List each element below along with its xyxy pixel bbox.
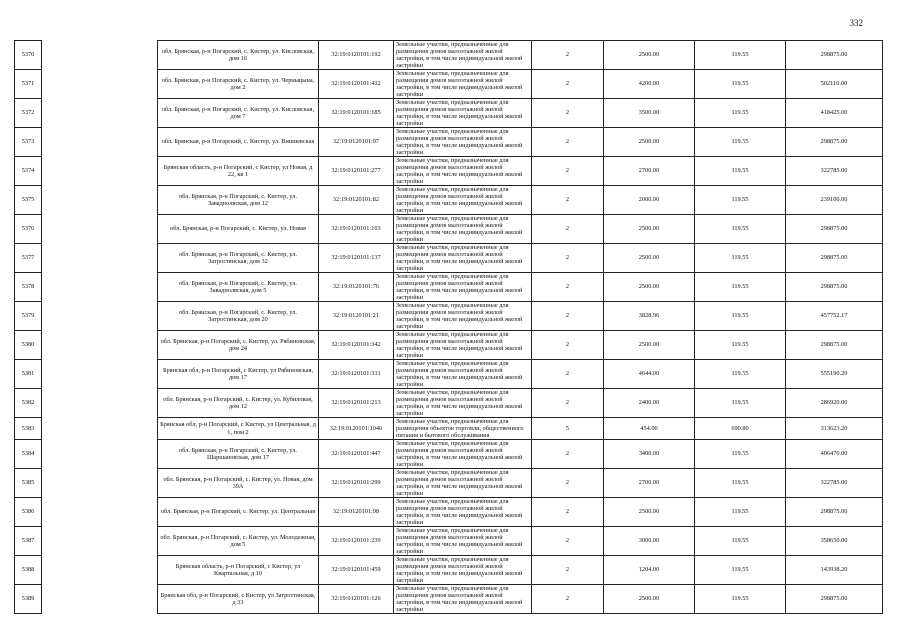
table-row [15,99,883,128]
spacer-cell [42,360,158,389]
area-cell: 2700.00 [604,157,695,186]
address-cell: обл. Брянская, р-н Погарский, с. Кистер, ул. Вишневская [158,128,319,157]
table-row [15,244,883,273]
record-number-cell: 5385 [15,469,42,498]
table-row [15,186,883,215]
land-use-cell: Земельные участки, предназначенные для размещения домов малоэтажной жилой застройки, в том числе индивидуальной жилой застройки [394,469,532,498]
unit-value-cell: 119.55 [695,99,786,128]
address-cell: Брянская обл, р-н Погарский, с Кистер, ул Затростянская, д 33 [158,585,319,614]
address-cell: Брянская обл, р-н Погарский, с Кистер, ул Рябиновская, дом 17 [158,360,319,389]
cadastral-value-cell: 313623.20 [786,418,883,440]
address-cell: обл. Брянская, р-н Погарский, с. Кистер, ул. Затростянская, дом 20 [158,302,319,331]
record-number-cell: 5384 [15,440,42,469]
area-cell: 2500.00 [604,585,695,614]
use-group-cell: 2 [532,498,604,527]
record-number-cell: 5376 [15,215,42,244]
cadastral-value-cell: 322785.00 [786,157,883,186]
record-number-cell: 5374 [15,157,42,186]
spacer-cell [42,418,158,440]
area-cell: 2700.00 [604,469,695,498]
use-group-cell: 2 [532,41,604,70]
cadastral-number-cell: 32:19:0120101:97 [319,128,394,157]
cadastral-number-cell: 32:19:0120101:192 [319,41,394,70]
land-use-cell: Земельные участки, предназначенные для размещения домов малоэтажной жилой застройки, в том числе индивидуальной жилой застройки [394,585,532,614]
spacer-cell [42,215,158,244]
land-use-cell: Земельные участки, предназначенные для размещения домов малоэтажной жилой застройки, в том числе индивидуальной жилой застройки [394,498,532,527]
record-number-cell: 5388 [15,556,42,585]
cadastral-value-cell: 298875.00 [786,498,883,527]
cadastral-number-cell: 32:19:0120101:185 [319,99,394,128]
cadastral-value-cell: 298875.00 [786,128,883,157]
record-number-cell: 5372 [15,99,42,128]
cadastral-value-cell: 298875.00 [786,215,883,244]
cadastral-value-cell: 418425.00 [786,99,883,128]
register-body [15,41,883,614]
area-cell: 2500.00 [604,215,695,244]
cadastral-value-cell: 298875.00 [786,585,883,614]
address-cell: обл. Брянская, р-н Погарский, с. Кистер, ул. Заваднолвская, дом 5 [158,273,319,302]
area-cell: 454.00 [604,418,695,440]
spacer-cell [42,99,158,128]
record-number-cell: 5387 [15,527,42,556]
address-cell: Брянская область, р-н Погарский, с Кистер, ул Новая, д 22, кв 1 [158,157,319,186]
cadastral-number-cell: 32:19:0120101:213 [319,389,394,418]
address-cell: обл. Брянская, р-н Погарский, с. Кистер, ул. Центральная [158,498,319,527]
table-row [15,360,883,389]
record-number-cell: 5380 [15,331,42,360]
area-cell: 1204.00 [604,556,695,585]
land-use-cell: Земельные участки, предназначенные для размещения домов малоэтажной жилой застройки, в том числе индивидуальной жилой застройки [394,556,532,585]
cadastral-number-cell: 32:19:0120101:239 [319,527,394,556]
area-cell: 2500.00 [604,244,695,273]
cadastral-number-cell: 32:19:0120101:126 [319,585,394,614]
unit-value-cell: 119.55 [695,498,786,527]
area-cell: 2500.00 [604,498,695,527]
cadastral-value-cell: 298875.00 [786,331,883,360]
table-row [15,41,883,70]
cadastral-value-cell: 286920.00 [786,389,883,418]
area-cell: 2500.00 [604,41,695,70]
unit-value-cell: 119.55 [695,469,786,498]
cadastral-value-cell: 143938.20 [786,556,883,585]
use-group-cell: 2 [532,244,604,273]
record-number-cell: 5377 [15,244,42,273]
table-row [15,498,883,527]
cadastral-value-cell: 298875.00 [786,244,883,273]
spacer-cell [42,128,158,157]
address-cell: обл. Брянская, р-н Погарский, с. Кистер, ул. Заваднолвская, дом 12 [158,186,319,215]
address-cell: обл. Брянская, р-н Погарский, с. Кистер, ул. Кисловская, дом 16 [158,41,319,70]
unit-value-cell: 119.55 [695,527,786,556]
table-row [15,527,883,556]
cadastral-value-cell: 322785.00 [786,469,883,498]
record-number-cell: 5370 [15,41,42,70]
record-number-cell: 5373 [15,128,42,157]
spacer-cell [42,469,158,498]
land-use-cell: Земельные участки, предназначенные для размещения домов малоэтажной жилой застройки, в том числе индивидуальной жилой застройки [394,99,532,128]
record-number-cell: 5383 [15,418,42,440]
land-use-cell: Земельные участки, предназначенные для размещения домов малоэтажной жилой застройки, в том числе индивидуальной жилой застройки [394,244,532,273]
use-group-cell: 2 [532,70,604,99]
area-cell: 4200.00 [604,70,695,99]
use-group-cell: 2 [532,99,604,128]
cadastral-number-cell: 32:19:0120101:76 [319,273,394,302]
unit-value-cell: 119.55 [695,585,786,614]
unit-value-cell: 119.55 [695,128,786,157]
cadastral-number-cell: 32:19:0120101:299 [319,469,394,498]
record-number-cell: 5371 [15,70,42,99]
land-use-cell: Земельные участки, предназначенные для размещения домов малоэтажной жилой застройки, в том числе индивидуальной жилой застройки [394,527,532,556]
use-group-cell: 2 [532,440,604,469]
use-group-cell: 2 [532,215,604,244]
use-group-cell: 2 [532,302,604,331]
spacer-cell [42,186,158,215]
record-number-cell: 5381 [15,360,42,389]
area-cell: 2500.00 [604,331,695,360]
cadastral-number-cell: 32:19:0120101:342 [319,331,394,360]
cadastral-value-cell: 502110.00 [786,70,883,99]
address-cell: обл. Брянская, р-н Погарский, с. Кистер, ул. Кубиловая, дом 12 [158,389,319,418]
cadastral-value-cell: 298875.00 [786,41,883,70]
table-row [15,389,883,418]
land-use-cell: Земельные участки, предназначенные для размещения объектов торговли, общественного питания и бытового обслуживания [394,418,532,440]
record-number-cell: 5382 [15,389,42,418]
cadastral-value-cell: 358650.00 [786,527,883,556]
spacer-cell [42,157,158,186]
use-group-cell: 2 [532,585,604,614]
spacer-cell [42,556,158,585]
spacer-cell [42,70,158,99]
spacer-cell [42,585,158,614]
table-row [15,585,883,614]
spacer-cell [42,389,158,418]
land-use-cell: Земельные участки, предназначенные для размещения домов малоэтажной жилой застройки, в том числе индивидуальной жилой застройки [394,273,532,302]
table-row [15,302,883,331]
cadastral-number-cell: 32:19:0120101:432 [319,70,394,99]
use-group-cell: 2 [532,527,604,556]
cadastral-value-cell: 239100.00 [786,186,883,215]
unit-value-cell: 119.55 [695,244,786,273]
area-cell: 2500.00 [604,128,695,157]
unit-value-cell: 119.55 [695,331,786,360]
area-cell: 3000.00 [604,527,695,556]
area-cell: 2000.00 [604,186,695,215]
unit-value-cell: 119.55 [695,41,786,70]
land-register-table [14,40,883,614]
record-number-cell: 5378 [15,273,42,302]
cadastral-number-cell: 32:19:0120101:103 [319,215,394,244]
cadastral-value-cell: 555190.20 [786,360,883,389]
cadastral-number-cell: 32:19:0120101:98 [319,498,394,527]
record-number-cell: 5375 [15,186,42,215]
area-cell: 4644.00 [604,360,695,389]
use-group-cell: 2 [532,389,604,418]
spacer-cell [42,331,158,360]
cadastral-number-cell: 32:19:0120101:82 [319,186,394,215]
land-use-cell: Земельные участки, предназначенные для размещения домов малоэтажной жилой застройки, в том числе индивидуальной жилой застройки [394,360,532,389]
unit-value-cell: 119.55 [695,186,786,215]
table-row [15,418,883,440]
table-row [15,70,883,99]
table-row [15,157,883,186]
spacer-cell [42,527,158,556]
area-cell: 3828.96 [604,302,695,331]
land-use-cell: Земельные участки, предназначенные для размещения домов малоэтажной жилой застройки, в том числе индивидуальной жилой застройки [394,440,532,469]
address-cell: обл. Брянская, р-н Погарский, с. Кистер, ул. Черныцына, дом 2 [158,70,319,99]
address-cell: обл. Брянская, р-н Погарский, с. Кистер, ул. Новая, дом 39А [158,469,319,498]
table-row [15,331,883,360]
address-cell: обл. Брянская, р-н Погарский, с. Кистер, ул. Рябиновская, дом 24 [158,331,319,360]
use-group-cell: 2 [532,360,604,389]
cadastral-number-cell: 32:19:0120101:137 [319,244,394,273]
address-cell: обл. Брянская, р-н Погарский, с. Кистер, ул. Затростянская, дом 32 [158,244,319,273]
use-group-cell: 2 [532,273,604,302]
unit-value-cell: 119.55 [695,273,786,302]
unit-value-cell: 119.55 [695,556,786,585]
table-row [15,440,883,469]
table-row [15,469,883,498]
address-cell: обл. Брянская, р-н Погарский, с. Кистер, ул. Шаршановская, дом 17 [158,440,319,469]
cadastral-number-cell: 32:19:0120101:447 [319,440,394,469]
spacer-cell [42,498,158,527]
land-use-cell: Земельные участки, предназначенные для размещения домов малоэтажной жилой застройки, в том числе индивидуальной жилой застройки [394,331,532,360]
unit-value-cell: 119.55 [695,389,786,418]
record-number-cell: 5386 [15,498,42,527]
record-number-cell: 5379 [15,302,42,331]
cadastral-number-cell: 32:19:0120101:21 [319,302,394,331]
unit-value-cell: 119.55 [695,302,786,331]
use-group-cell: 2 [532,157,604,186]
use-group-cell: 2 [532,331,604,360]
table-row [15,273,883,302]
table-row [15,556,883,585]
land-use-cell: Земельные участки, предназначенные для размещения домов малоэтажной жилой застройки, в том числе индивидуальной жилой застройки [394,186,532,215]
cadastral-value-cell: 457752.17 [786,302,883,331]
area-cell: 3500.00 [604,99,695,128]
cadastral-value-cell: 406470.00 [786,440,883,469]
land-use-cell: Земельные участки, предназначенные для размещения домов малоэтажной жилой застройки, в том числе индивидуальной жилой застройки [394,215,532,244]
cadastral-number-cell: 32:19:0120101:1046 [319,418,394,440]
land-use-cell: Земельные участки, предназначенные для размещения домов малоэтажной жилой застройки, в том числе индивидуальной жилой застройки [394,41,532,70]
cadastral-number-cell: 32:19:0120101:459 [319,556,394,585]
cadastral-number-cell: 32:19:0120101:277 [319,157,394,186]
cadastral-value-cell: 298875.00 [786,273,883,302]
spacer-cell [42,440,158,469]
unit-value-cell: 119.55 [695,70,786,99]
land-use-cell: Земельные участки, предназначенные для размещения домов малоэтажной жилой застройки, в том числе индивидуальной жилой застройки [394,157,532,186]
record-number-cell: 5389 [15,585,42,614]
spacer-cell [42,273,158,302]
use-group-cell: 2 [532,128,604,157]
page-number: 332 [849,18,863,28]
unit-value-cell: 119.55 [695,360,786,389]
unit-value-cell: 119.55 [695,440,786,469]
use-group-cell: 2 [532,556,604,585]
unit-value-cell: 119.55 [695,157,786,186]
area-cell: 2400.00 [604,389,695,418]
area-cell: 3400.00 [604,440,695,469]
cadastral-number-cell: 32:19:0120101:331 [319,360,394,389]
use-group-cell: 2 [532,186,604,215]
spacer-cell [42,302,158,331]
use-group-cell: 2 [532,469,604,498]
address-cell: обл. Брянская, р-н Погарский, с. Кистер, ул. Молодежная, дом 5 [158,527,319,556]
area-cell: 2500.00 [604,273,695,302]
address-cell: обл. Брянская, р-н Погарский, с. Кистер, ул. Новая [158,215,319,244]
land-use-cell: Земельные участки, предназначенные для размещения домов малоэтажной жилой застройки, в том числе индивидуальной жилой застройки [394,70,532,99]
table-row [15,215,883,244]
address-cell: Брянская область, р-н Погарский, с Кистер, ул Квартальная, д 10 [158,556,319,585]
address-cell: Брянская обл, р-н Погарский, с Кистер, ул Центральная, д 1, пом 2 [158,418,319,440]
land-use-cell: Земельные участки, предназначенные для размещения домов малоэтажной жилой застройки, в том числе индивидуальной жилой застройки [394,128,532,157]
unit-value-cell: 119.55 [695,215,786,244]
table-row [15,128,883,157]
use-group-cell: 5 [532,418,604,440]
land-use-cell: Земельные участки, предназначенные для размещения домов малоэтажной жилой застройки, в том числе индивидуальной жилой застройки [394,389,532,418]
spacer-cell [42,244,158,273]
land-use-cell: Земельные участки, предназначенные для размещения домов малоэтажной жилой застройки, в том числе индивидуальной жилой застройки [394,302,532,331]
spacer-cell [42,41,158,70]
unit-value-cell: 690.80 [695,418,786,440]
address-cell: обл. Брянская, р-н Погарский, с. Кистер, ул. Кисловская, дом 7 [158,99,319,128]
